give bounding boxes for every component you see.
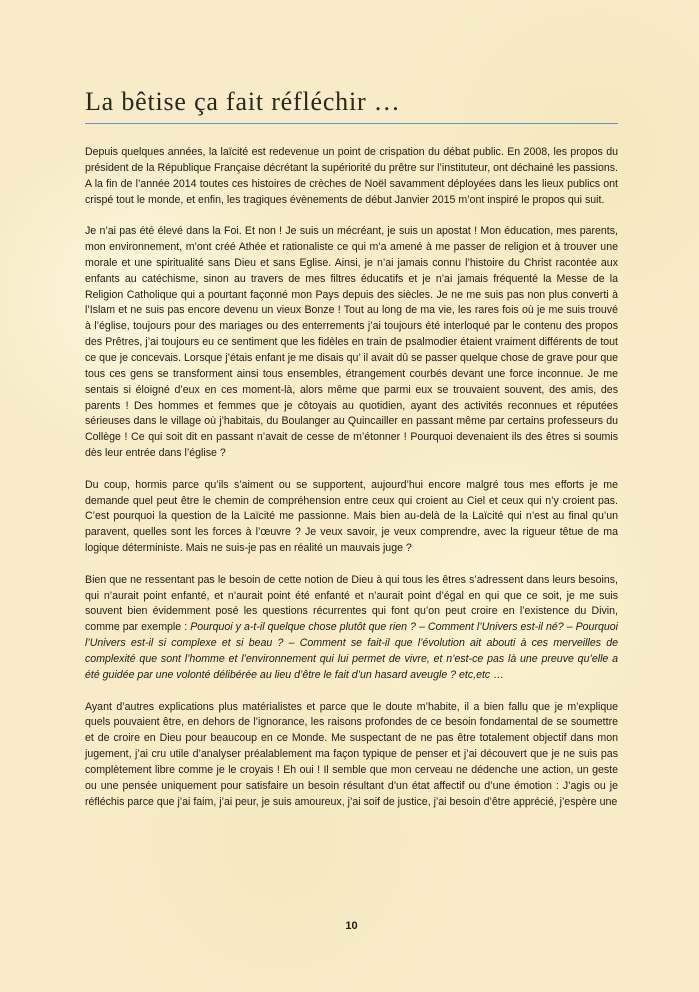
page-title: La bêtise ça fait réfléchir …	[85, 87, 401, 116]
paragraph-1: Depuis quelques années, la laïcité est redevenue un point de crispation du débat public. En 2008, les propos du président de la République Française décrétant la supériorité du prêtre sur l’instituteur, ont déchainé les passions. A la fin de l’année 2014 toutes ces histoires de crèches de Noël savamment déployées dans les lieux publics ont crispé tout le monde, et enfin, les tragiques évènements de début Janvier 2015 m’ont inspiré le propos qui suit.	[85, 146, 618, 206]
title-underline	[85, 123, 618, 124]
paragraph-3: Du coup, hormis parce qu’ils s’aiment ou se supportent, aujourd’hui encore malgré tous mes efforts je me demande quel peut être le chemin de compréhension entre ceux qui croient au Ciel et ceux qui n’y croient pas. C’est pourquoi la question de la Laïcité me passionne. Mais bien au-delà de la Laïcité qui n’est au final qu’un paravent, quelles sont les forces à l’œuvre ? Je veux savoir, je veux comprendre, avec la rigueur têtue de ma logique déterministe. Mais ne suis-je pas en réalité un mauvais juge ?	[85, 478, 618, 555]
paragraph-4-ellipsis: …	[490, 668, 504, 681]
paragraph-4-text: Bien que ne ressentant pas le besoin de cette notion de Dieu à qui tous les êtres s’adressent dans leurs besoins, qui n’aurait point enfanté, et n’aurait point été enfanté et n’aurait point d’égal en qui que ce soit, je me suis souvent bien évidemment posé les questions récurrentes qui font qu’on peut croire en l’existence du Divin, comme par exemple :	[85, 573, 618, 634]
paragraph-4-questions: Pourquoi y a-t-il quelque chose plutôt que rien ? – Comment l’Univers est-il né? – Pourquoi l’Univers est-il si complexe et si beau ? – Comment se fait-il que l’évolution ait abouti à ces merveilles de complexité que sont l’homme et l’environnement qui lui permet de vivre, et n’est-ce pas là une preuve qu’elle a été guidée par une volonté délibérée au lieu d’être le fait d’un hasard aveugle ? etc,etc	[85, 621, 618, 681]
page-number: 10	[345, 920, 358, 932]
paragraph-5: Ayant d’autres explications plus matérialistes et parce que le doute m’habite, il a bien fallu que je m’explique quels pouvaient être, en dehors de l’ignorance, les raisons profondes de ce besoin fondamental de se soumettre et de croire en Dieu pour beaucoup en ce Monde. Me suspectant de ne pas être totalement objectif dans mon jugement, j’ai cru utile d’analyser préalablement ma façon typique de penser et j’ai découvert que je ne suis pas complètement libre comme je le croyais ! Eh oui ! Il semble que mon cerveau ne dédenche une action, un geste ou une pensée uniquement pour satisfaire un besoin résultant d’un état affectif ou d’une émotion : J’agis ou je réfléchis parce que j’ai faim, j’ai peur, je suis amoureux, j’ai soif de justice, j’ai besoin d’être apprécié, j’espère une	[85, 700, 618, 808]
paragraph-4	[85, 573, 618, 684]
document-body	[85, 145, 618, 826]
paragraph-2: Je n’ai pas été élevé dans la Foi. Et non ! Je suis un mécréant, je suis un apostat ! Mon éducation, mes parents, mon environnement, m’ont créé Athée et rationaliste ce qui m’a amené à me passer de religion et à trouver une morale et une spiritualité sans Dieu et sans Eglise. Ainsi, je n’ai jamais connu l’histoire du Christ racontée aux enfants au catéchisme, sinon au travers de mes filtres éducatifs et je n’ai jamais fréquenté la Messe de la Religion Catholique qui a pourtant façonné mon Pays depuis des siècles. Je ne me suis pas non plus converti à l’Islam et ne suis pas encore devenu un vieux Bonze ! Tout au long de ma vie, les rares fois où je me suis trouvé à l’église, toujours pour des mariages ou des enterrements j’ai toujours été interloqué par le contenu des propos des Prêtres, j’ai toujours eu ce sentiment que les fidèles en train de psalmodier étaient vraiment différents de tout ce que je concevais. Lorsque j’étais enfant je me disais qu’ il avait dû se passer quelque chose de grave pour que tous ces gens se transforment ainsi tous ensembles, étrangement courbés devant une force inconnue. Je me sentais si éloigné d’eux en ces moment-là, alors même que parmi eux se trouvaient souvent, des amis, des parents ! Des hommes et femmes que je côtoyais au quotidien, ayant des activités reconnues et réputées sérieuses dans le village où j’habitais, du Boulanger au Quincailler en passant même par certains professeurs du Collège ! Ce qui soit dit en passant n’avait de cesse de m’étonner ! Pourquoi devenaient ils des êtres si soumis dès leur entrée dans l’église ?	[85, 225, 618, 460]
